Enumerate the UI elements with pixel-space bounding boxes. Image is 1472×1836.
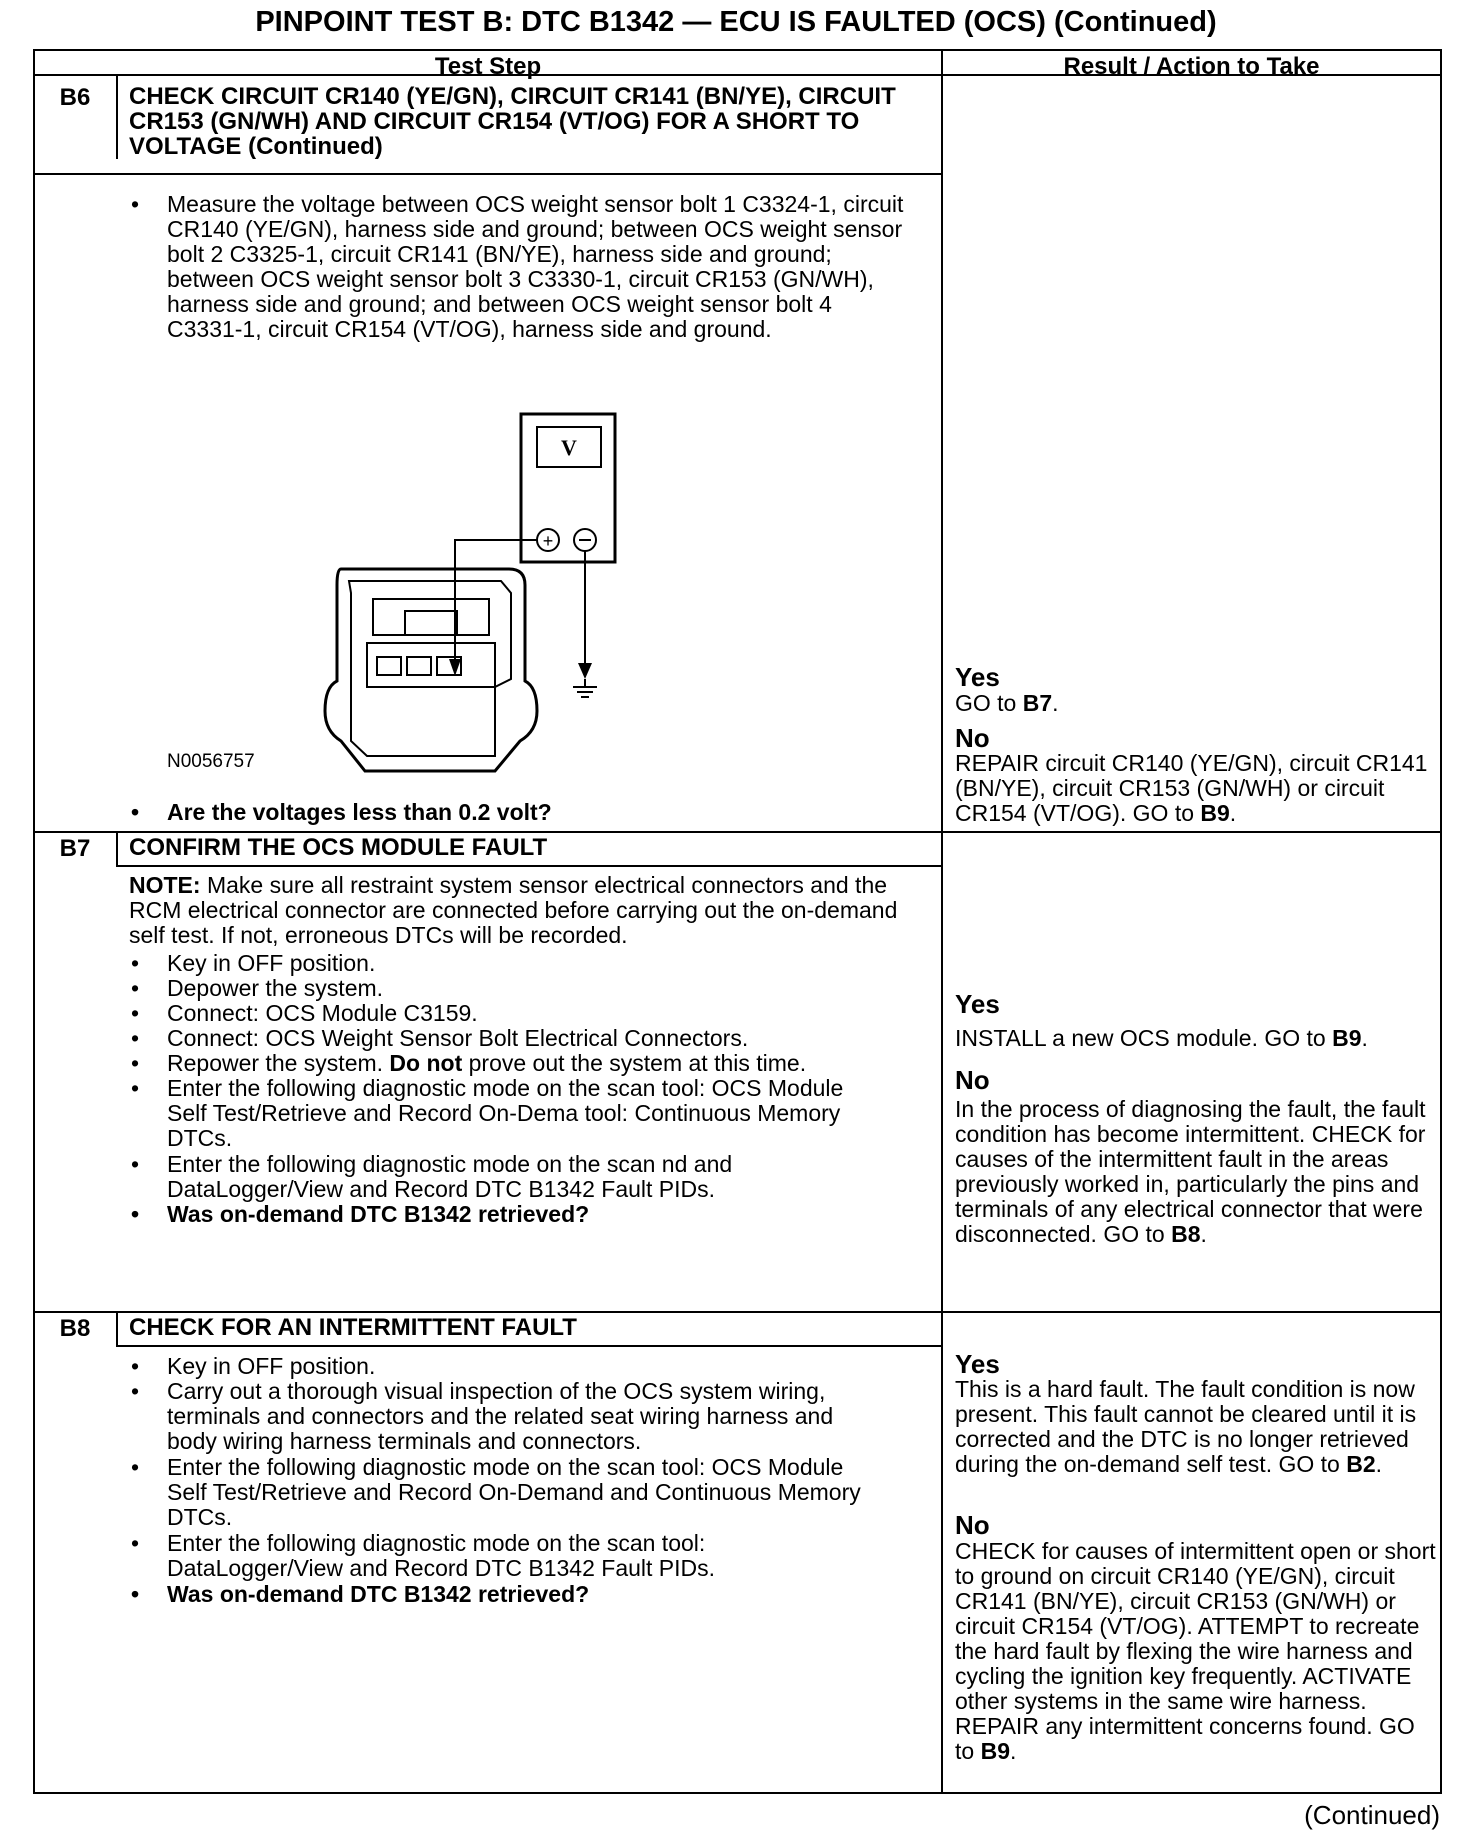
- voltmeter-connector-diagram: [275, 411, 695, 796]
- b8-no-heading: No: [955, 1510, 990, 1540]
- b7-note: NOTE: Make sure all restraint system sensor electrical connectors and the RCM electrical connector are connected before carrying out the on-demand self test. If not, erroneous DTCs will be recorded.: [129, 872, 898, 948]
- b8-bullet-2: • Carry out a thorough visual inspection of the OCS system wiring, terminals and connectors and the related seat wiring harness and body wiring harness terminals and connectors.: [167, 1379, 887, 1454]
- id-divider-b8: [116, 1312, 118, 1346]
- b7-bullet-diag-2: • Enter the following diagnostic mode on the scan nd and DataLogger/View and Record DTC B1342 Fault PIDs.: [167, 1152, 887, 1202]
- b7-bullet-4: • Connect: OCS Weight Sensor Bolt Electrical Connectors.: [167, 1026, 917, 1051]
- voltmeter-label: V: [561, 435, 577, 460]
- header-result: Result / Action to Take: [1063, 53, 1320, 80]
- b7-no-heading: No: [955, 1065, 990, 1095]
- b7-title-rule: [116, 865, 941, 867]
- step-id-b7: B7: [59, 835, 91, 862]
- b7-no-action: In the process of diagnosing the fault, the fault condition has become intermittent. CHECK for causes of the intermittent fault in the areas previously worked in, particularly the pins and terminals of any electrical connector that were disconnected. GO to B8.: [955, 1096, 1426, 1247]
- id-divider-b7: [116, 832, 118, 866]
- b8-bullet-3: • Enter the following diagnostic mode on the scan tool: OCS Module Self Test/Retrieve and Record On-Demand and Continuous Memory DTCs.: [167, 1455, 887, 1530]
- ground-icon: [573, 679, 597, 697]
- b6-bottom-rule: [35, 831, 1440, 833]
- b7-question: • Was on-demand DTC B1342 retrieved?: [167, 1202, 887, 1227]
- connector-icon: [325, 569, 537, 771]
- step-title-b8: CHECK FOR AN INTERMITTENT FAULT: [129, 1314, 577, 1341]
- b6-question: • Are the voltages less than 0.2 volt?: [167, 800, 907, 825]
- b8-yes-heading: Yes: [955, 1349, 1000, 1379]
- b8-no-action: CHECK for causes of intermittent open or short to ground on circuit CR140 (YE/GN), circuit CR141 (BN/YE), circuit CR153 (GN/WH) or circuit CR154 (VT/OG). ATTEMPT to recreate the hard fault by flexing the wire harness and cycling the ignition key frequently. ACTIVATE other systems in the same wire harness. REPAIR any intermittent concerns found. GO to B9.: [955, 1538, 1436, 1764]
- header-test-step: Test Step: [434, 53, 542, 80]
- b7-bullet-diag-1: • Enter the following diagnostic mode on the scan tool: OCS Module Self Test/Retrieve and Record On-Dema tool: Continuous Memory DTCs.: [167, 1076, 887, 1151]
- step-title-b7: CONFIRM THE OCS MODULE FAULT: [129, 834, 548, 861]
- continued-footer: (Continued): [1304, 1800, 1440, 1830]
- b7-bullet-1: • Key in OFF position.: [167, 951, 917, 976]
- b8-bullet-1: • Key in OFF position.: [167, 1354, 887, 1379]
- id-divider-b6: [116, 75, 118, 159]
- b7-bullet-2: • Depower the system.: [167, 976, 917, 1001]
- b7-bottom-rule: [35, 1311, 1440, 1313]
- page-title: PINPOINT TEST B: DTC B1342 — ECU IS FAULTED (OCS) (Continued): [255, 6, 1217, 38]
- step-id-b6: B6: [59, 84, 91, 111]
- b6-yes-heading: Yes: [955, 662, 1000, 692]
- svg-text:+: +: [542, 531, 554, 551]
- b7-bullet-repower: • Repower the system. Do not prove out the system at this time.: [167, 1051, 917, 1076]
- step-title-b6: CHECK CIRCUIT CR140 (YE/GN), CIRCUIT CR141 (BN/YE), CIRCUIT CR153 (GN/WH) AND CIRCUIT CR154 (VT/OG) FOR A SHORT TO VOLTAGE (Continued): [129, 83, 896, 160]
- step-id-b8: B8: [59, 1315, 91, 1342]
- b8-bullet-4: • Enter the following diagnostic mode on the scan tool: DataLogger/View and Record DTC B1342 Fault PIDs.: [167, 1531, 887, 1581]
- b6-yes-action: GO to B7.: [955, 690, 1059, 716]
- b7-yes-action: INSTALL a new OCS module. GO to B9.: [955, 1025, 1368, 1051]
- b7-bullet-3: • Connect: OCS Module C3159.: [167, 1001, 917, 1026]
- b8-title-rule: [116, 1345, 941, 1347]
- column-divider: [941, 51, 943, 1792]
- figure-id: N0056757: [167, 751, 255, 772]
- b7-yes-heading: Yes: [955, 989, 1000, 1019]
- b6-no-heading: No: [955, 723, 990, 753]
- b6-bullet-measure: • Measure the voltage between OCS weight sensor bolt 1 C3324-1, circuit CR140 (YE/GN), harness side and ground; between OCS weight sensor bolt 2 C3325-1, circuit CR141 (BN/YE), harness side and ground; between OCS weight sensor bolt 3 C3330-1, circuit CR153 (GN/WH), harness side and ground; and between OCS weight sensor bolt 4 C3331-1, circuit CR154 (VT/OG), harness side and ground.: [167, 192, 907, 342]
- pinpoint-test-table: [33, 49, 1442, 1794]
- b8-question: • Was on-demand DTC B1342 retrieved?: [167, 1582, 887, 1607]
- b6-no-action: REPAIR circuit CR140 (YE/GN), circuit CR141 (BN/YE), circuit CR153 (GN/WH) or circuit CR154 (VT/OG). GO to B9.: [955, 750, 1428, 826]
- b8-yes-action: This is a hard fault. The fault condition is now present. This fault cannot be cleared until it is corrected and the DTC is no longer retrieved during the on-demand self test. GO to B2.: [955, 1376, 1417, 1477]
- b6-title-rule: [35, 173, 941, 175]
